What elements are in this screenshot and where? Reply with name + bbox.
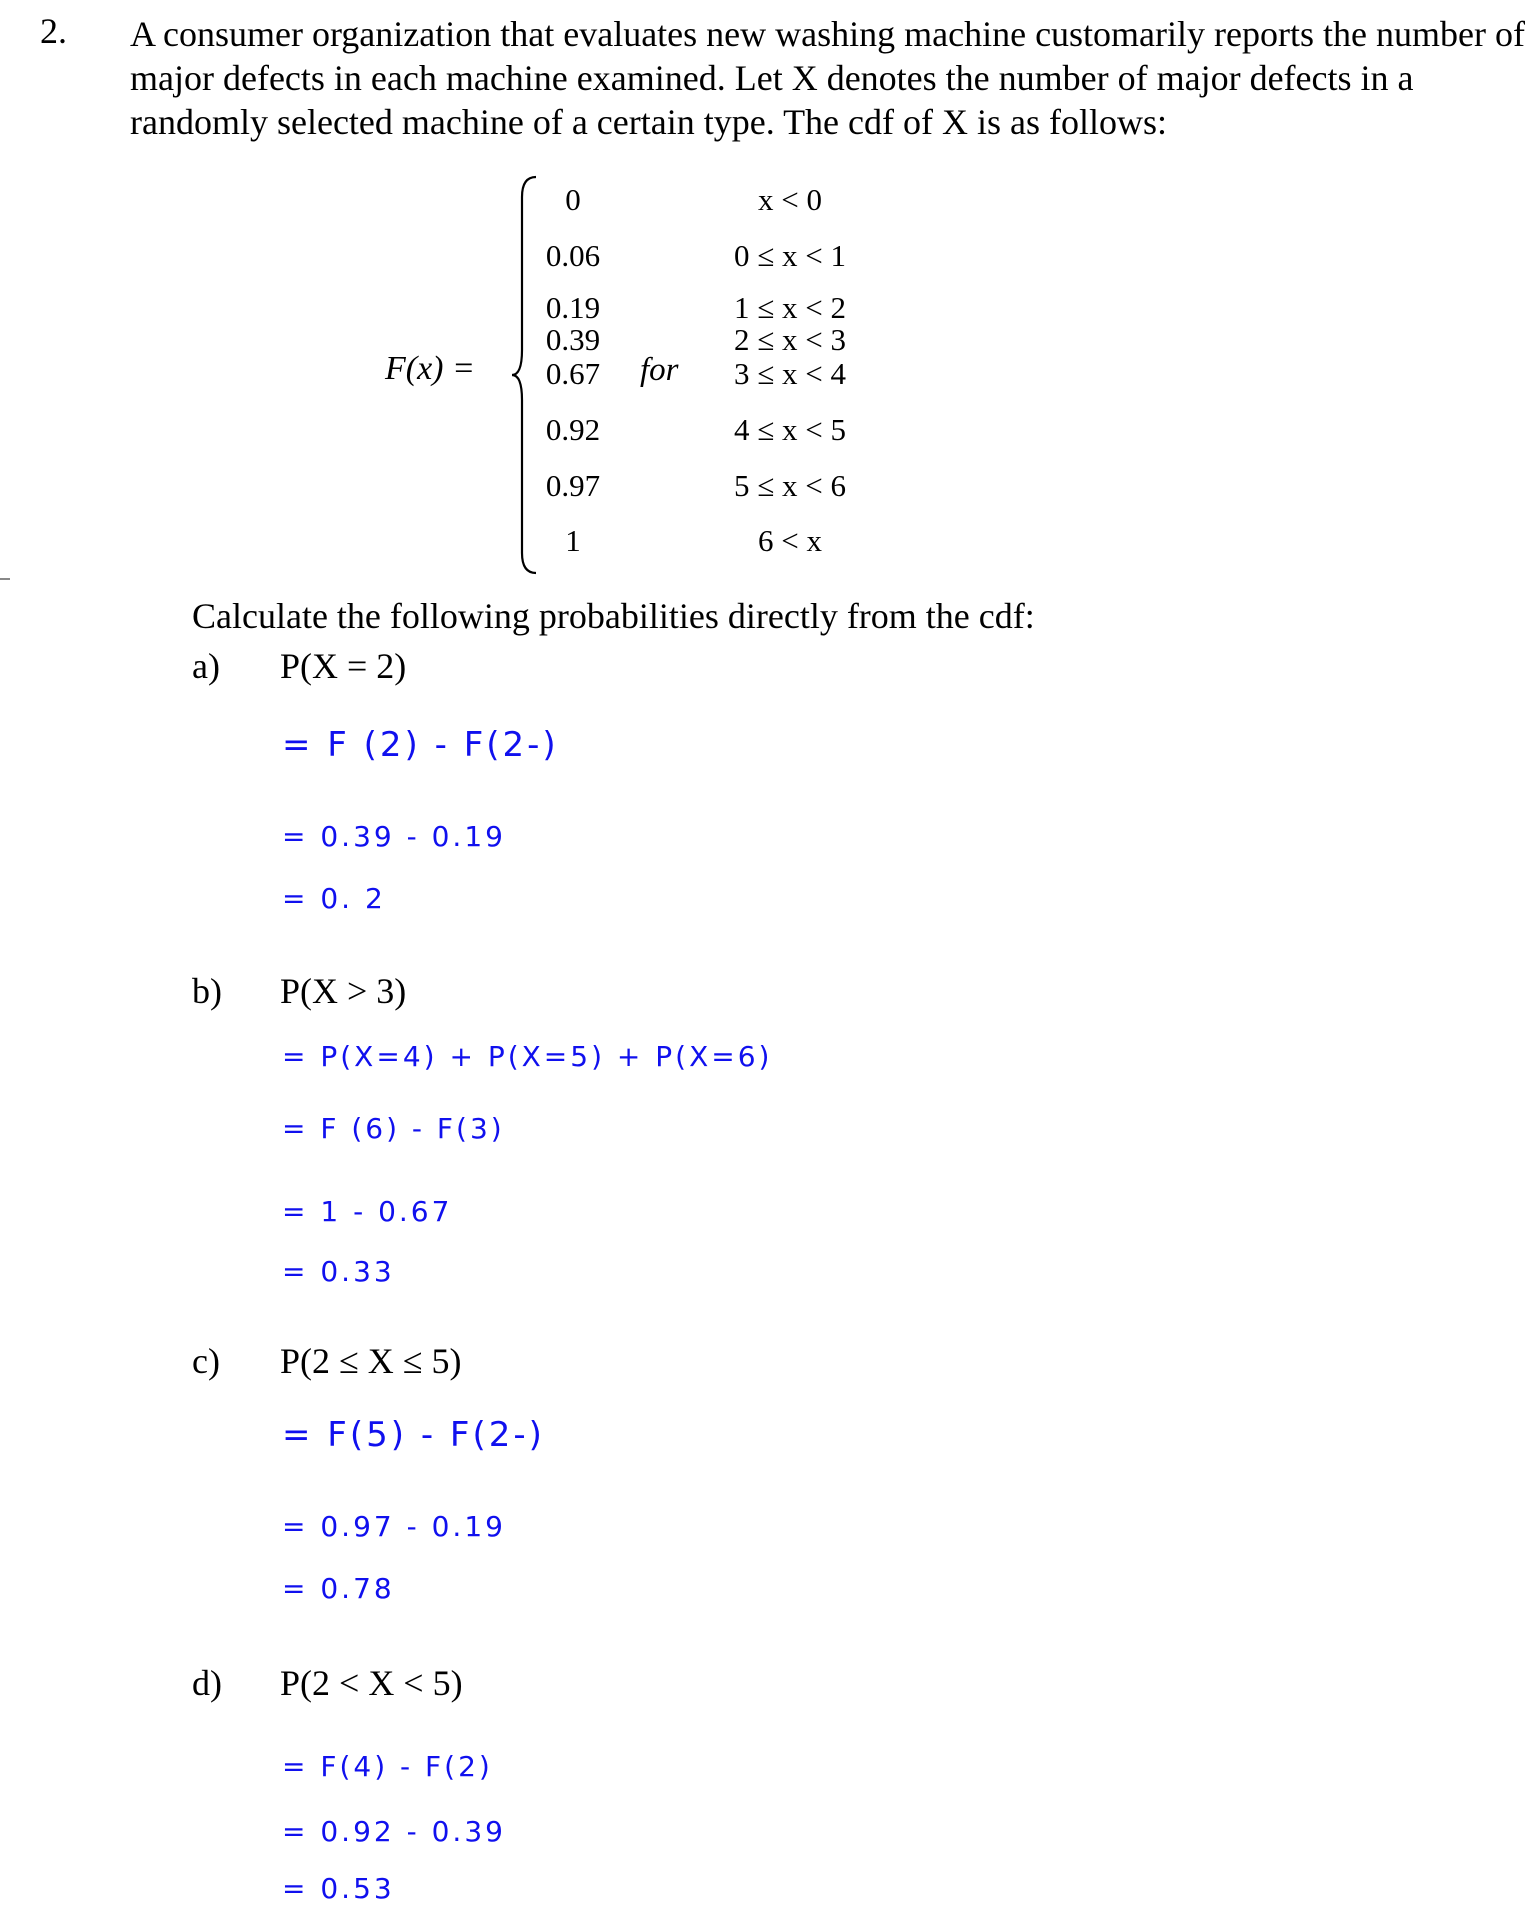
- instruction-text: Calculate the following probabilities directly from the cdf:: [192, 596, 1035, 636]
- part-c-question: P(2 ≤ X ≤ 5): [280, 1341, 462, 1381]
- part-b-work-3: = 1 - 0.67: [282, 1195, 453, 1228]
- part-c-label: c): [192, 1341, 220, 1381]
- cdf-value-0: 0: [565, 182, 581, 217]
- cdf-condition-5: 4 ≤ x < 5: [734, 412, 846, 447]
- cdf-label: F(x) =: [385, 350, 475, 387]
- cdf-condition-4: 3 ≤ x < 4: [734, 356, 846, 391]
- cdf-condition-2: 1 ≤ x < 2: [734, 290, 846, 325]
- cdf-condition-7: 6 < x: [758, 523, 822, 558]
- part-b-work-2: = F (6) - F(3): [282, 1112, 505, 1145]
- cdf-condition-0: x < 0: [758, 182, 822, 217]
- part-d-work-1: = F(4) - F(2): [282, 1750, 493, 1783]
- problem-statement: A consumer organization that evaluates new washing machine customarily reports the number of major defects in each machine examined. Let X denotes the number of major defects in a randomly selected machine of a certain type. The cdf of X is as follows:: [130, 14, 1525, 142]
- part-a-question: P(X = 2): [280, 646, 407, 686]
- part-b-question: P(X > 3): [280, 971, 407, 1011]
- cdf-value-3: 0.39: [545, 322, 601, 357]
- cdf-value-1: 0.06: [545, 238, 601, 273]
- part-c-work-2: = 0.97 - 0.19: [282, 1510, 506, 1543]
- part-a-work-1: = F (2) - F(2-): [282, 725, 559, 765]
- part-c-work-3: = 0.78: [282, 1572, 395, 1605]
- part-d-work-3: = 0.53: [282, 1872, 395, 1905]
- cdf-value-7: 1: [565, 523, 581, 558]
- cdf-value-6: 0.97: [545, 468, 601, 503]
- part-d-label: d): [192, 1663, 222, 1703]
- part-b-work-4: = 0.33: [282, 1255, 395, 1288]
- part-b-work-1: = P(X=4) + P(X=5) + P(X=6): [282, 1040, 773, 1073]
- cdf-value-2: 0.19: [545, 290, 601, 325]
- part-d-work-2: = 0.92 - 0.39: [282, 1815, 506, 1848]
- problem-number: 2.: [40, 11, 67, 51]
- cdf-condition-3: 2 ≤ x < 3: [734, 322, 846, 357]
- cdf-value-5: 0.92: [545, 412, 601, 447]
- part-d-question: P(2 < X < 5): [280, 1663, 463, 1703]
- part-a-work-3: = 0. 2: [282, 882, 386, 915]
- part-b-label: b): [192, 971, 222, 1011]
- cdf-condition-6: 5 ≤ x < 6: [734, 468, 846, 503]
- part-a-work-2: = 0.39 - 0.19: [282, 820, 506, 853]
- cdf-value-4: 0.67: [545, 356, 601, 391]
- cdf-for-word: for: [640, 352, 679, 388]
- margin-tick: [0, 578, 10, 580]
- part-a-label: a): [192, 646, 220, 686]
- part-c-work-1: = F(5) - F(2-): [282, 1415, 545, 1455]
- cdf-condition-1: 0 ≤ x < 1: [734, 238, 846, 273]
